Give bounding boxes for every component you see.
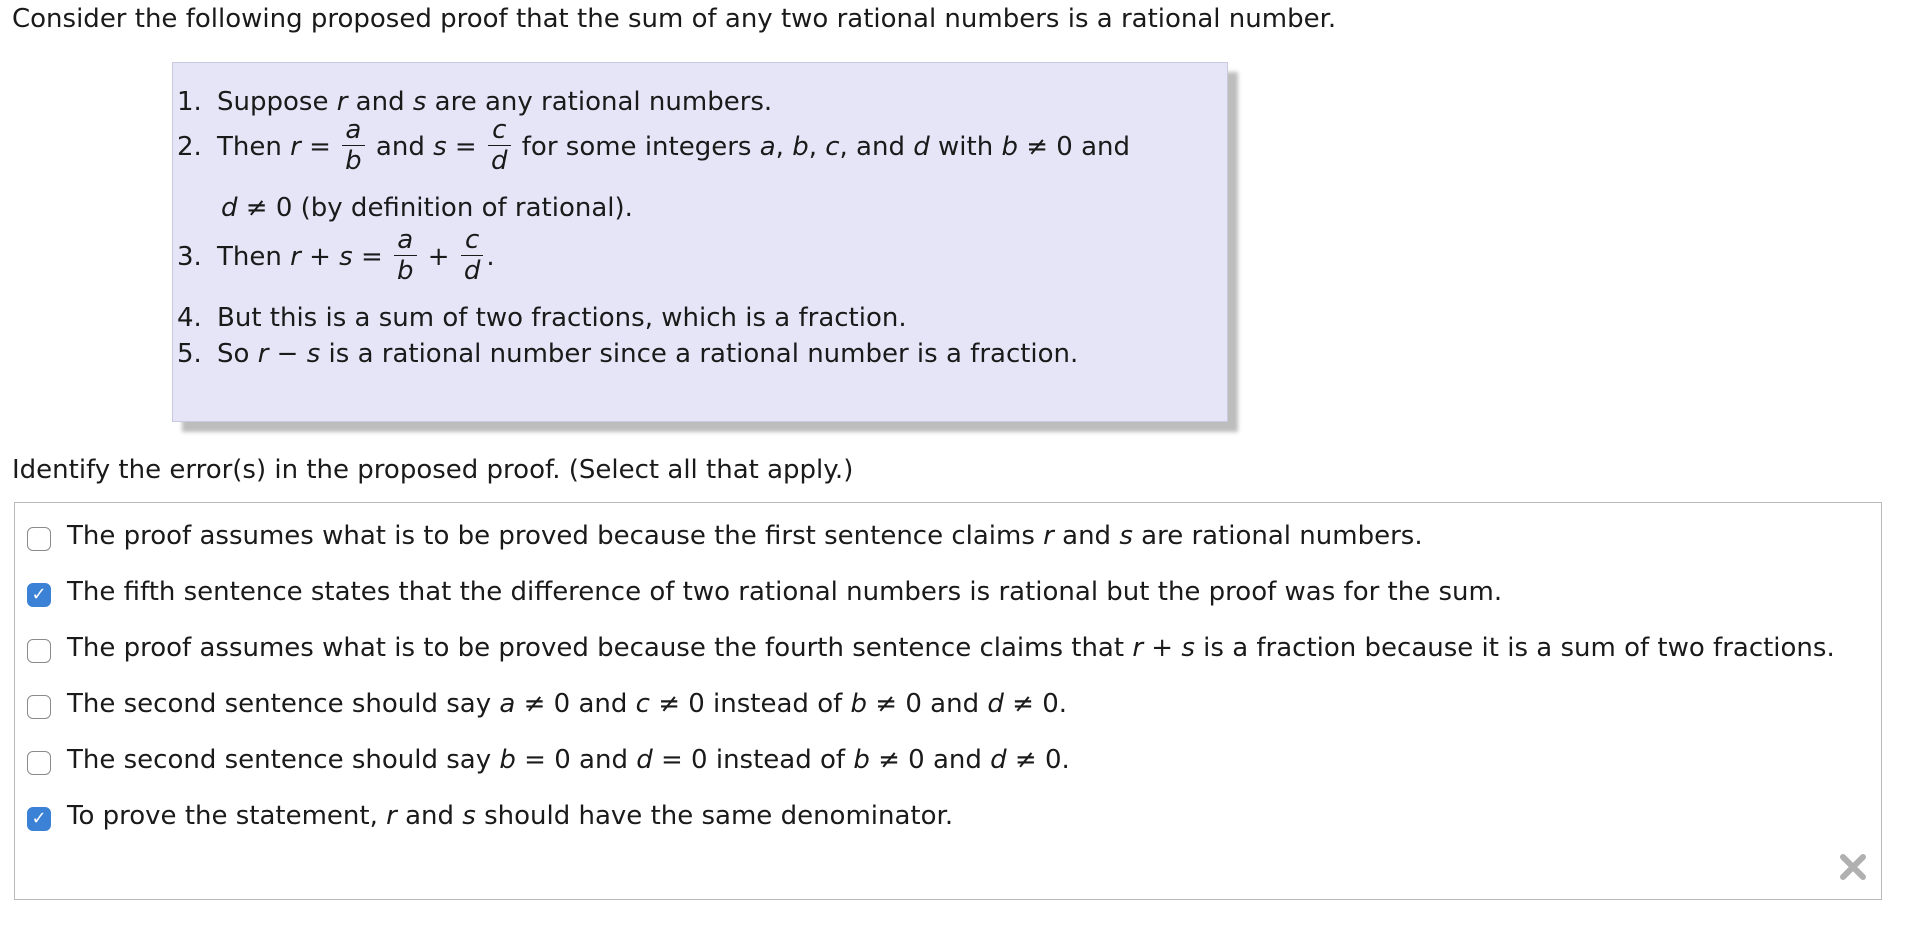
- var-r: r: [386, 801, 397, 831]
- text: is a rational number since a rational number is a fraction.: [320, 339, 1079, 369]
- text: The second sentence should say: [67, 689, 492, 719]
- var-c: c: [825, 132, 840, 162]
- step-number: 5.: [177, 339, 202, 369]
- text: =: [300, 132, 340, 162]
- text: +: [300, 242, 340, 272]
- text: ,: [808, 132, 826, 162]
- fraction-a-over-b: [342, 115, 365, 176]
- var-d: d: [636, 745, 653, 775]
- text: +: [419, 242, 458, 272]
- option-5[interactable]: [27, 743, 1070, 777]
- answer-options-box: [14, 502, 1882, 900]
- text: = 0 and: [515, 745, 637, 775]
- text: ,: [775, 132, 793, 162]
- var-d: d: [987, 689, 1004, 719]
- checkbox[interactable]: [27, 751, 51, 775]
- numerator: c: [464, 225, 480, 255]
- question-prompt: Identify the error(s) in the proposed proof. (Select all that apply.): [12, 455, 854, 485]
- text: and: [347, 87, 413, 117]
- text: Then: [217, 132, 291, 162]
- text: ≠ 0 (by definition of rational).: [237, 193, 633, 223]
- fraction-c-over-d: [488, 115, 511, 176]
- text: =: [446, 132, 485, 162]
- var-a: a: [499, 689, 516, 719]
- var-b: b: [792, 132, 809, 162]
- var-s: s: [306, 339, 321, 369]
- intro-text: Consider the following proposed proof that the sum of any two rational numbers is a rational number.: [12, 4, 1337, 34]
- option-2[interactable]: [27, 575, 1502, 609]
- denominator: b: [342, 145, 365, 176]
- text: Suppose: [217, 87, 337, 117]
- var-s: s: [462, 801, 476, 831]
- step-number: 2.: [177, 132, 202, 162]
- proof-step-2-continued: [221, 191, 633, 225]
- denominator: d: [488, 145, 511, 176]
- text: ≠ 0 and: [1017, 132, 1131, 162]
- var-a: a: [759, 132, 776, 162]
- text: and: [396, 801, 463, 831]
- text: The fifth sentence states that the difference of two rational numbers is rational but the proof was for the sum.: [67, 577, 1503, 607]
- option-3[interactable]: [27, 631, 1835, 665]
- denominator: d: [461, 255, 484, 286]
- text: Then: [217, 242, 291, 272]
- text: ≠ 0.: [1006, 745, 1070, 775]
- var-d: d: [990, 745, 1007, 775]
- text: =: [352, 242, 392, 272]
- checkmark-icon: ✓: [31, 808, 47, 829]
- checkbox[interactable]: [27, 527, 51, 551]
- text: The proof assumes what is to be proved because the first sentence claims: [67, 521, 1035, 551]
- var-r: r: [290, 132, 301, 162]
- text: ≠ 0 and: [869, 745, 991, 775]
- text: and: [367, 132, 434, 162]
- text: −: [268, 339, 307, 369]
- proof-step-3: [177, 227, 495, 288]
- checkmark-icon: ✓: [31, 584, 47, 605]
- fraction-a-over-b: [394, 225, 417, 286]
- var-d: d: [221, 193, 238, 223]
- var-c: c: [635, 689, 650, 719]
- proof-step-4: [177, 301, 907, 335]
- var-r: r: [1132, 633, 1144, 663]
- option-6[interactable]: [27, 799, 953, 833]
- text: ≠ 0 and: [867, 689, 988, 719]
- checkbox[interactable]: [27, 807, 51, 831]
- fraction-c-over-d: [461, 225, 484, 286]
- step-number: 4.: [177, 303, 202, 333]
- text: ≠ 0 instead of: [649, 689, 851, 719]
- text: The second sentence should say: [67, 745, 492, 775]
- checkbox[interactable]: [27, 639, 51, 663]
- text: ≠ 0.: [1003, 689, 1067, 719]
- text: = 0 instead of: [652, 745, 854, 775]
- var-d: d: [913, 132, 930, 162]
- text: To prove the statement,: [67, 801, 378, 831]
- var-r: r: [257, 339, 269, 369]
- option-1[interactable]: [27, 519, 1423, 553]
- text: , and: [839, 132, 914, 162]
- text: But this is a sum of two fractions, which is a fraction.: [217, 303, 907, 333]
- close-icon[interactable]: [1838, 852, 1868, 882]
- proof-step-1: [177, 85, 772, 119]
- text: should have the same denominator.: [475, 801, 954, 831]
- text: with: [929, 132, 1002, 162]
- checkbox[interactable]: [27, 695, 51, 719]
- var-b: b: [1001, 132, 1018, 162]
- var-r: r: [336, 87, 348, 117]
- numerator: c: [492, 115, 507, 145]
- var-s: s: [433, 132, 447, 162]
- var-s: s: [1119, 521, 1133, 551]
- option-4[interactable]: [27, 687, 1067, 721]
- denominator: b: [394, 255, 417, 286]
- numerator: a: [345, 115, 362, 145]
- text: .: [486, 242, 495, 272]
- text: are any rational numbers.: [426, 87, 773, 117]
- text: are rational numbers.: [1132, 521, 1423, 551]
- var-s: s: [1181, 633, 1195, 663]
- var-b: b: [499, 745, 516, 775]
- proof-box: [172, 62, 1228, 422]
- var-r: r: [1043, 521, 1054, 551]
- proof-step-5: [177, 337, 1078, 371]
- text: The proof assumes what is to be proved because the fourth sentence claims that: [67, 633, 1125, 663]
- text: +: [1143, 633, 1182, 663]
- var-b: b: [853, 745, 870, 775]
- text: is a fraction because it is a sum of two fractions.: [1194, 633, 1835, 663]
- text: So: [217, 339, 258, 369]
- step-number: 1.: [177, 87, 202, 117]
- checkbox[interactable]: [27, 583, 51, 607]
- text: for some integers: [513, 132, 760, 162]
- var-s: s: [339, 242, 353, 272]
- var-r: r: [290, 242, 301, 272]
- var-b: b: [850, 689, 868, 719]
- text: and: [1053, 521, 1120, 551]
- numerator: a: [397, 225, 414, 255]
- proof-step-2: [177, 117, 1130, 178]
- step-number: 3.: [177, 242, 202, 272]
- text: ≠ 0 and: [515, 689, 636, 719]
- var-s: s: [412, 87, 427, 117]
